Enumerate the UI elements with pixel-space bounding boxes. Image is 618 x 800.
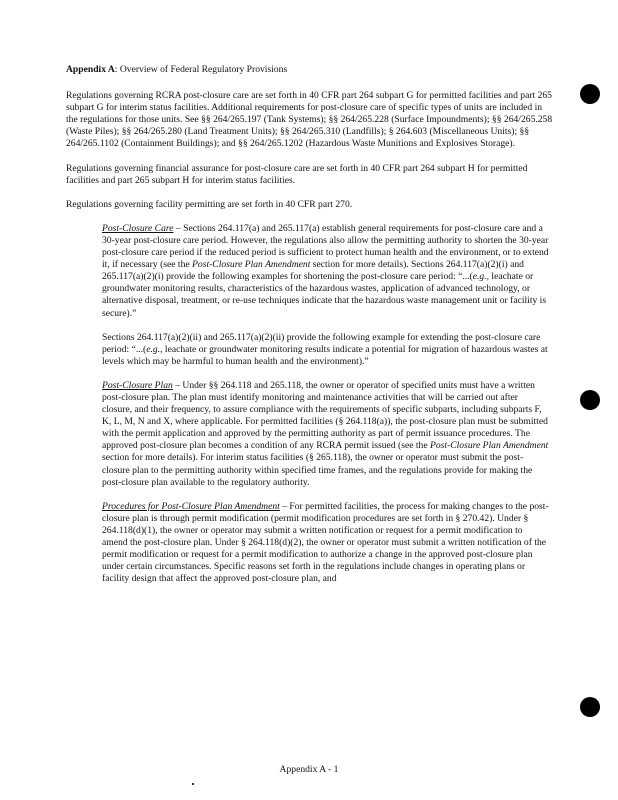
section-title: Post-Closure Care	[102, 222, 174, 234]
binder-hole-top	[580, 84, 600, 104]
section-post-closure-plan: Post-Closure Plan – Under §§ 264.118 and 265.118, the owner or operator of specified units must have a written post-closure plan. The plan must identify monitoring and maintenance activities that will be carried out after closure, and their frequency, to assure compliance with the requirements of specific subparts, including subparts F, K, L, M, N and X, where applicable. For permitted facilities (§ 264.118(a)), the post-closure plan must be submitted with the permit application and approved by the permitting authority as part of permit issuance procedures. The approved post-closure plan becomes a condition of any RCRA permit issued (see the Post-Closure Plan Amendment section for more details). For interim status facilities (§ 265.118), the owner or operator must submit the post-closure plan to the permitting authority within specified time frames, and the regulations provide for making the post-closure plan available to the regulatory authority.	[102, 379, 549, 488]
binder-hole-bottom	[580, 697, 600, 717]
document-page	[66, 64, 554, 597]
section-post-closure-care: Post-Closure Care – Sections 264.117(a) and 265.117(a) establish general requirements for post-closure care and a 30-year post-closure care period. However, the regulations also allow the permitting authority to shorten the 30-year post-closure care period if the reduced period is sufficient to protect human health and the environment, or to extend it, if necessary (see the Post-Closure Plan Amendment section for more details). Sections 264.117(a)(2)(i) and 265.117(a)(2)(i) provide the following examples for shortening the post-closure care period: “...(e.g., leachate or groundwater monitoring results, characteristics of the hazardous wastes, application of advanced technology, or alternative disposal, treatment, or re-use techniques indicate that the hazardous waste management unit or facility is secure).”	[102, 222, 549, 319]
page-title: Appendix A: Overview of Federal Regulatory Provisions	[66, 64, 288, 75]
scan-speck	[192, 783, 194, 785]
binder-hole-middle	[580, 390, 600, 410]
page-footer: Appendix A - 1	[279, 764, 339, 775]
section-title: Procedures for Post-Closure Plan Amendment	[102, 500, 280, 512]
section-procedures-amendment: Procedures for Post-Closure Plan Amendment – For permitted facilities, the process for making changes to the post-closure plan is through permit modification (permit modification procedures are set forth in § 270.42). Under § 264.118(d)(1), the owner or operator may submit a written notification or request for a permit modification to amend the post-closure plan. Under § 264.118(d)(2), the owner or operator must submit a written notification of the permit modification or request for a permit modification to authorize a change in the approved post-closure plan under certain circumstances. Specific reasons set forth in the regulations include changes in operating plans or facility design that affect the approved post-closure plan, and	[102, 500, 549, 585]
paragraph-extending-period: Sections 264.117(a)(2)(ii) and 265.117(a)(2)(ii) provide the following example for extending the post-closure care period: “...(e.g., leachate or groundwater monitoring results indicate a potential for migration of hazardous wastes at levels which may be harmful to human health and the environment).”	[102, 331, 548, 367]
paragraph-financial-assurance: Regulations governing financial assurance for post-closure care are set forth in 40 CFR part 264 subpart H for permitted facilities and part 265 subpart H for interim status facilities.	[66, 162, 528, 186]
section-title: Post-Closure Plan	[102, 379, 173, 391]
paragraph-post-closure-regulations: Regulations governing RCRA post-closure care are set forth in 40 CFR part 264 subpart G for permitted facilities and part 265 subpart G for interim status facilities. Additional requirements for post-closure care of specific types of units are included in the regulations for those units. See §§ 264/265.197 (Tank Systems); §§ 264/265.228 (Surface Impoundments); §§ 264/265.258 (Waste Piles); §§ 264/265.280 (Land Treatment Units); §§ 264/265.310 (Landfills); § 264.603 (Miscellaneous Units); §§ 264/265.1102 (Containment Buildings); and §§ 264/265.1202 (Hazardous Waste Munitions and Explosives Storage).	[66, 90, 553, 150]
paragraph-facility-permitting: Regulations governing facility permitting are set forth in 40 CFR part 270.	[66, 198, 353, 210]
